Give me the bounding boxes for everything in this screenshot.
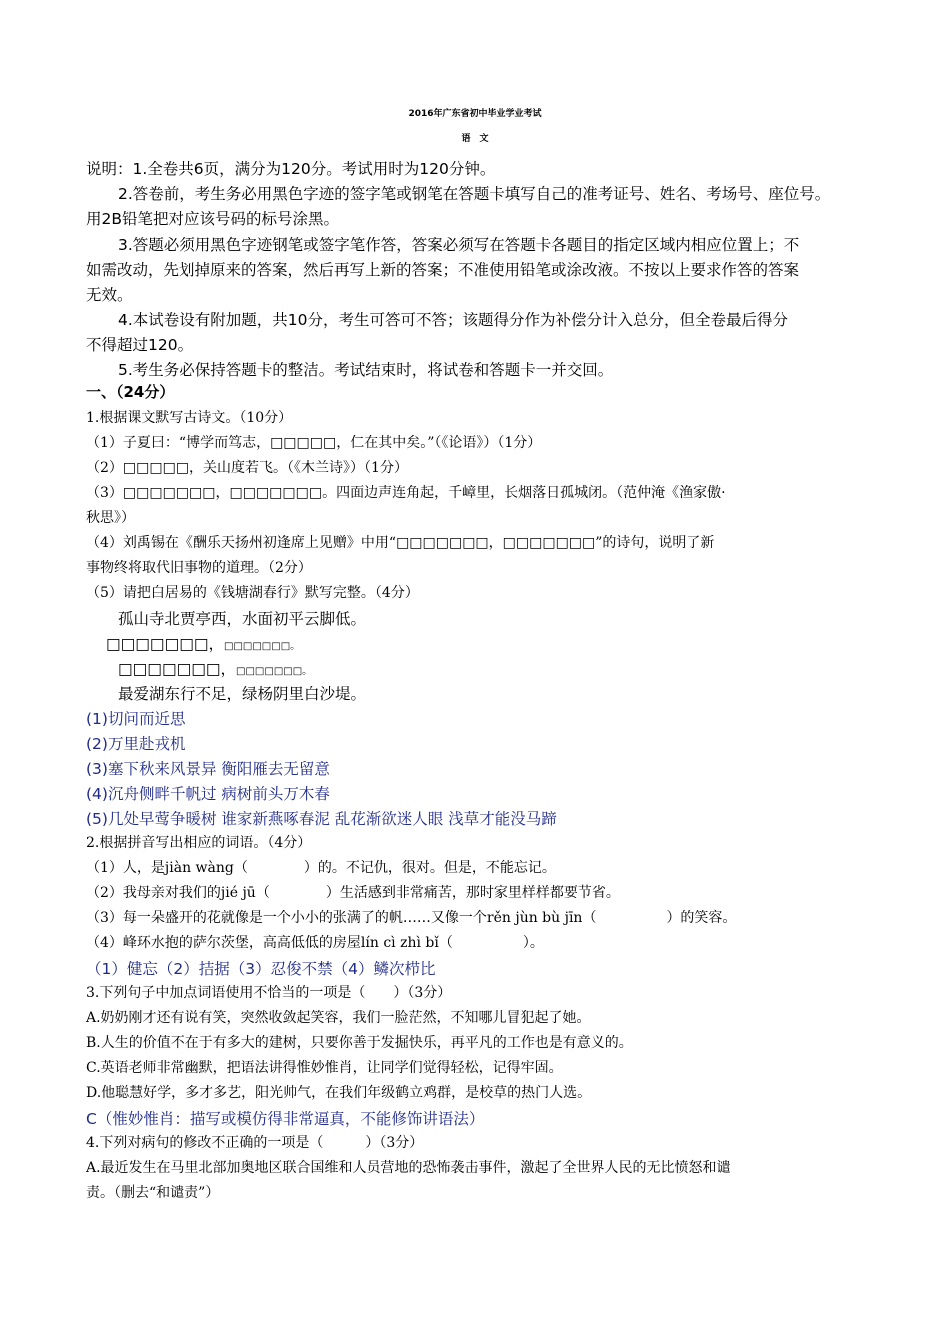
option-line: D.他聪慧好学，多才多艺，阳光帅气，在我们年级鹤立鸡群，是校草的热门人选。 bbox=[86, 1085, 592, 1101]
instruction-line: 4.本试卷设有附加题，共10分，考生可答可不答；该题得分作为补偿分计入总分，但全卷最后得分 bbox=[118, 311, 789, 329]
question-stem: 1.根据课文默写古诗文。（10分） bbox=[86, 410, 293, 426]
question-line: （2）我母亲对我们的jié jū（ ）生活感到非常痛苦，那时家里样样都要节省。 bbox=[86, 885, 620, 901]
poem-line: 孤山寺北贾亭西，水面初平云脚低。 bbox=[118, 610, 367, 628]
poem-blank-text: □□□□□□□， bbox=[106, 635, 225, 653]
question-line: （3）□□□□□□□，□□□□□□□。四面边声连角起，千嶂里，长烟落日孤城闭。（范仲淹《渔家傲· bbox=[86, 485, 726, 501]
answer-line: (3)塞下秋来风景异 衡阳雁去无留意 bbox=[86, 760, 330, 778]
answer-line: (4)沉舟侧畔千帆过 病树前头万木春 bbox=[86, 785, 330, 803]
question-stem: 4.下列对病句的修改不正确的一项是（ ）（3分） bbox=[86, 1135, 424, 1151]
instruction-line: 用2B铅笔把对应该号码的标号涂黑。 bbox=[86, 210, 339, 228]
option-line: C.英语老师非常幽默，把语法讲得惟妙惟肖，让同学们觉得轻松，记得牢固。 bbox=[86, 1060, 563, 1076]
instruction-line: 说明：1.全卷共6页，满分为120分。考试用时为120分钟。 bbox=[86, 160, 496, 178]
instruction-line: 3.答题必须用黑色字迹钢笔或签字笔作答，答案必须写在答题卡各题目的指定区域内相应位置上；不 bbox=[118, 236, 800, 254]
question-line: 秋思》） bbox=[86, 510, 135, 526]
poem-blank-text: □□□□□□□。 bbox=[236, 666, 313, 677]
poem-blank-text: □□□□□□□。 bbox=[224, 641, 301, 652]
instruction-line: 无效。 bbox=[86, 286, 133, 304]
question-line: （5）请把白居易的《钱塘湖春行》默写完整。（4分） bbox=[86, 585, 419, 601]
instruction-line: 2.答卷前，考生务必用黑色字迹的签字笔或钢笔在答题卡填写自己的准考证号、姓名、考场号、座位号。 bbox=[118, 185, 831, 203]
option-line: A.最近发生在马里北部加奥地区联合国维和人员营地的恐怖袭击事件，激起了全世界人民的无比愤怒和谴 bbox=[86, 1160, 731, 1176]
question-line: （3）每一朵盛开的花就像是一个小小的张满了的帆……又像一个rěn jùn bù jīn（ ）的笑容。 bbox=[86, 910, 737, 926]
question-line: （4）峰环水抱的萨尔茨堡，高高低低的房屋lín cì zhì bǐ（ ）。 bbox=[86, 935, 544, 951]
question-stem: 2.根据拼音写出相应的词语。（4分） bbox=[86, 835, 312, 851]
question-stem: 3.下列句子中加点词语使用不恰当的一项是（ ）（3分） bbox=[86, 985, 452, 1001]
instruction-line: 5.考生务必保持答题卡的整洁。考试结束时，将试卷和答题卡一并交回。 bbox=[118, 361, 614, 379]
poem-blank-text: □□□□， bbox=[161, 660, 237, 678]
poem-line bbox=[118, 657, 312, 679]
instruction-line: 如需改动，先划掉原来的答案，然后再写上新的答案；不准使用铅笔或涂改液。不按以上要求作答的答案 bbox=[86, 261, 800, 279]
subject-title: 语 文 bbox=[461, 134, 489, 144]
question-line: 事物终将取代旧事物的道理。（2分） bbox=[86, 560, 312, 576]
answer-line: C（惟妙惟肖：描写或模仿得非常逼真，不能修饰讲语法） bbox=[86, 1110, 485, 1128]
instruction-line: 不得超过120。 bbox=[86, 336, 194, 354]
option-line: A.奶奶刚才还有说有笑，突然收敛起笑容，我们一脸茫然，不知哪儿冒犯起了她。 bbox=[86, 1010, 591, 1026]
section-heading: 一、（24分） bbox=[86, 383, 175, 401]
answer-line: (5)几处早莺争暖树 谁家新燕啄春泥 乱花渐欲迷人眼 浅草才能没马蹄 bbox=[86, 810, 557, 828]
poem-line: 最爱湖东行不足，绿杨阴里白沙堤。 bbox=[118, 685, 367, 703]
poem-blank-text: □□□ bbox=[118, 660, 162, 678]
exam-title: 2016年广东省初中毕业学业考试 bbox=[408, 109, 542, 119]
option-line: 责。（删去“和谴责”） bbox=[86, 1185, 220, 1201]
poem-line bbox=[106, 632, 300, 654]
question-line: （4）刘禹锡在《酬乐天扬州初逢席上见赠》中用“□□□□□□□，□□□□□□□”的诗句，说明了新 bbox=[86, 535, 715, 551]
answer-line: (2)万里赴戎机 bbox=[86, 735, 186, 753]
question-line: （2）□□□□□，关山度若飞。（《木兰诗》）（1分） bbox=[86, 460, 408, 476]
option-line: B.人生的价值不在于有多大的建树，只要你善于发掘快乐，再平凡的工作也是有意义的。 bbox=[86, 1035, 633, 1051]
question-line: （1）子夏曰：“博学而笃志，□□□□□，仁在其中矣。”（《论语》）（1分） bbox=[86, 435, 542, 451]
answer-line: (1)切问而近思 bbox=[86, 710, 186, 728]
answer-line: （1）健忘（2）拮据（3）忍俊不禁（4）鳞次栉比 bbox=[86, 960, 436, 978]
question-line: （1）人，是jiàn wàng（ ）的。不记仇，很对。但是，不能忘记。 bbox=[86, 860, 556, 876]
